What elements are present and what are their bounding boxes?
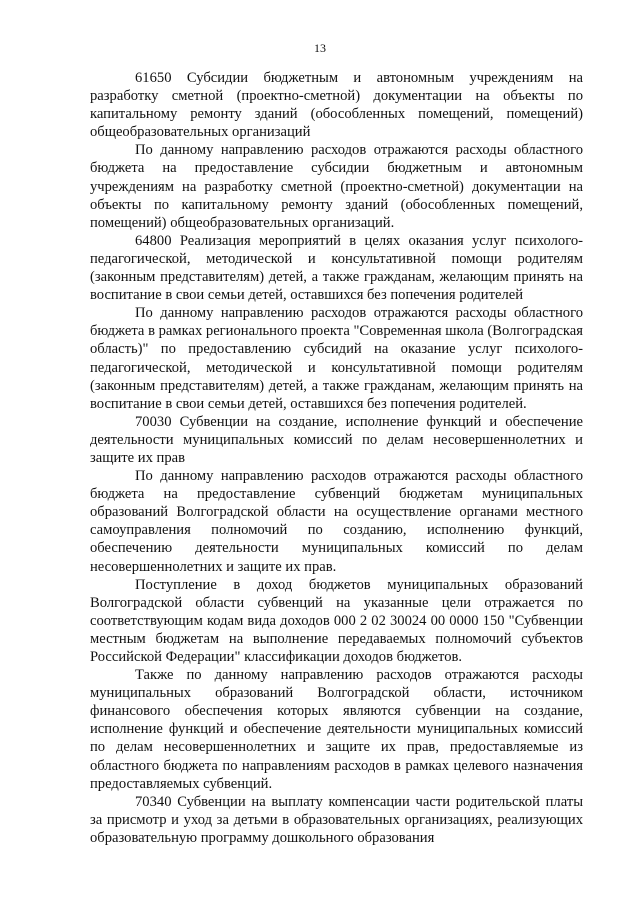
document-body xyxy=(90,69,583,847)
paragraph-70030-description: По данному направлению расходов отражаются расходы областного бюджета на предоставление субвенций бюджетам муниципальных образований Волгоградской области на осуществление органами местного самоуправления полномочий по созданию, исполнению функций, обеспечению деятельности муниципальных комиссий по делам несовершеннолетних и защите их прав. xyxy=(90,468,583,575)
paragraph-61650-description: По данному направлению расходов отражаются расходы областного бюджета на предоставление субсидии бюджетным и автономным учреждениям на разработку сметной (проектно-сметной) документации на объекты по капитальному ремонту зданий (обособленных помещений, помещений) общеобразовательных организаций. xyxy=(90,142,583,231)
paragraph-70030-revenue: Поступление в доход бюджетов муниципальных образований Волгоградской области субвенций на указанные цели отражается по соответствующим кодам вида доходов 000 2 02 30024 00 0000 150 "Субвенции местным бюджетам на выполнение передаваемых полномочий субъектов Российской Федерации" классификации доходов бюджетов. xyxy=(90,576,583,665)
paragraph-64800-description: По данному направлению расходов отражаются расходы областного бюджета в рамках регионального проекта "Современная школа (Волгоградская область)" по предоставлению субсидий на оказание услуг психолого-педагогической, методической и консультативной помощи родителям (законным представителям) детей, а также гражданам, желающим принять на воспитание в свои семьи детей, оставшихся без попечения родителей. xyxy=(90,305,583,412)
paragraph-64800-heading: 64800 Реализация мероприятий в целях оказания услуг психолого-педагогической, методической и консультативной помощи родителям (законным представителям) детей, а также гражданам, желающим принять на воспитание в свои семьи детей, оставшихся без попечения родителей xyxy=(90,232,583,304)
paragraph-70030-municipal: Также по данному направлению расходов отражаются расходы муниципальных образований Волгоградской области, источником финансового обеспечения которых являются субвенции на создание, исполнение функций и обеспечение деятельности муниципальных комиссий по делам несовершеннолетних и защите их прав, предоставляемые из областного бюджета по направлениям расходов в рамках целевого назначения предоставляемых субвенций. xyxy=(90,667,583,792)
paragraph-70030-heading: 70030 Субвенции на создание, исполнение функций и обеспечение деятельности муниципальных комиссий по делам несовершеннолетних и защите их прав xyxy=(90,413,583,466)
page-number: 13 xyxy=(314,41,326,55)
paragraph-61650-heading: 61650 Субсидии бюджетным и автономным учреждениям на разработку сметной (проектно-сметной) документации на объекты по капитальному ремонту зданий (обособленных помещений, помещений) общеобразовательных организаций xyxy=(90,70,583,141)
paragraph-70340-heading: 70340 Субвенции на выплату компенсации части родительской платы за присмотр и уход за детьми в образовательных организациях, реализующих образовательную программу дошкольного образования xyxy=(90,793,583,846)
